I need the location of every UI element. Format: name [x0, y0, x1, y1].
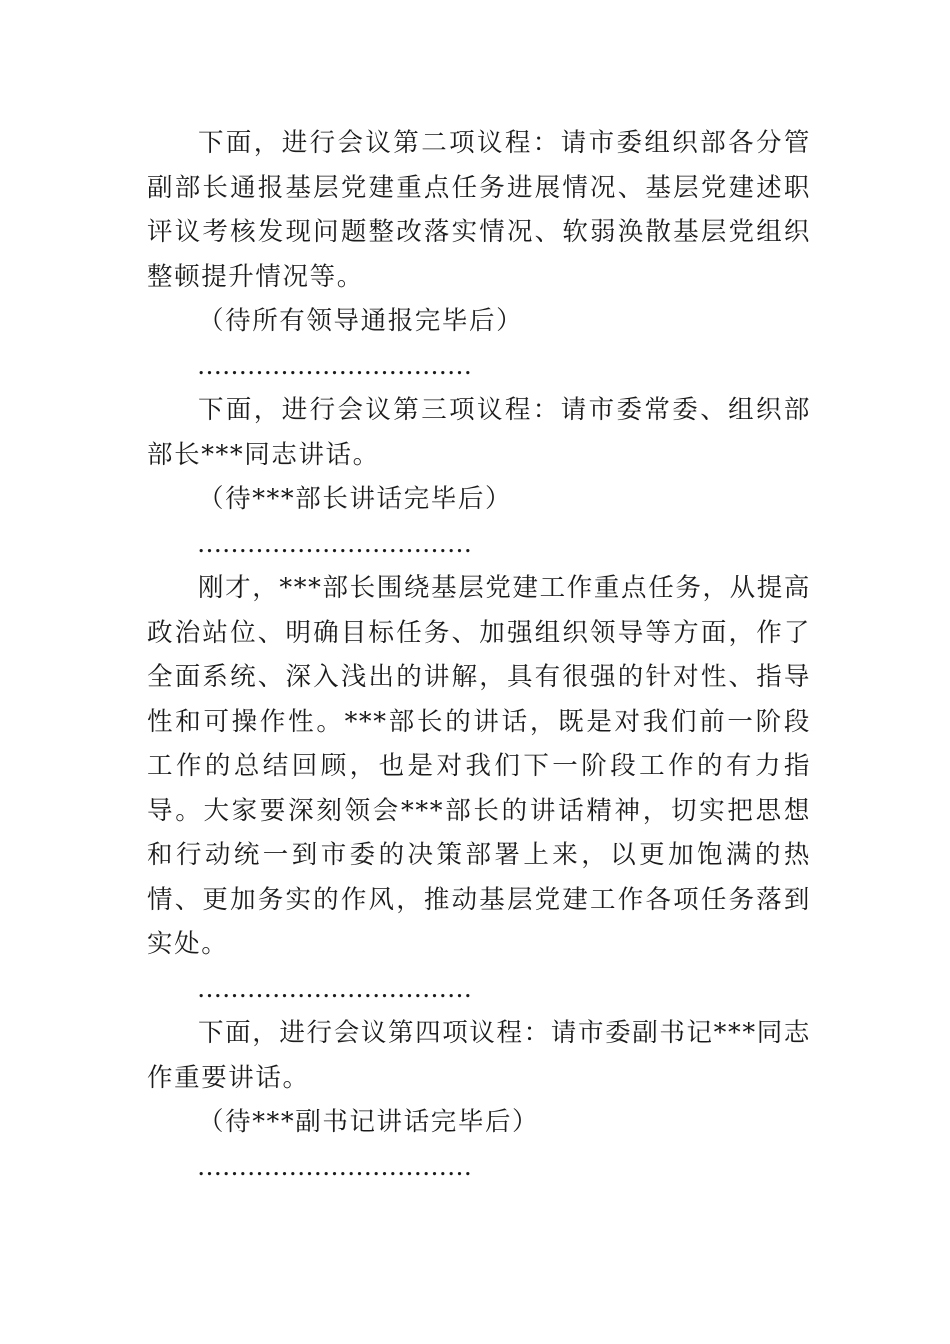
ellipsis-separator: …………………………… — [197, 528, 472, 558]
paragraph-agenda-item-4: 下面，进行会议第四项议程：请市委副书记***同志作重要讲话。 — [147, 1018, 811, 1093]
ellipsis-separator: …………………………… — [197, 973, 472, 1003]
paragraph-agenda-item-2: 下面，进行会议第二项议程：请市委组织部各分管副部长通报基层党建重点任务进展情况、基层党建述职评议考核发现问题整改落实情况、软弱涣散基层党组织整顿提升情况等。 — [147, 128, 811, 292]
ellipsis-separator: …………………………… — [197, 350, 472, 380]
document-body — [147, 121, 811, 1189]
note-await-deputy-speech: （待***副书记讲话完毕后） — [198, 1107, 540, 1137]
paragraph-agenda-item-3: 下面，进行会议第三项议程：请市委常委、组织部部长***同志讲话。 — [147, 395, 811, 470]
note-await-minister-speech: （待***部长讲话完毕后） — [198, 484, 513, 514]
ellipsis-separator: …………………………… — [197, 1151, 472, 1181]
note-await-reports: （待所有领导通报完毕后） — [198, 306, 524, 336]
paragraph-speech-summary: 刚才，***部长围绕基层党建工作重点任务，从提高政治站位、明确目标任务、加强组织领导等方面，作了全面系统、深入浅出的讲解，具有很强的针对性、指导性和可操作性。***部长的讲话，既是对我们前一阶段工作的总结回顾，也是对我们下一阶段工作的有力指导。大家要深刻领会***部长的讲话精神，切实把思想和行动统一到市委的决策部署上来，以更加饱满的热情、更加务实的作风，推动基层党建工作各项任务落到实处。 — [147, 573, 811, 959]
